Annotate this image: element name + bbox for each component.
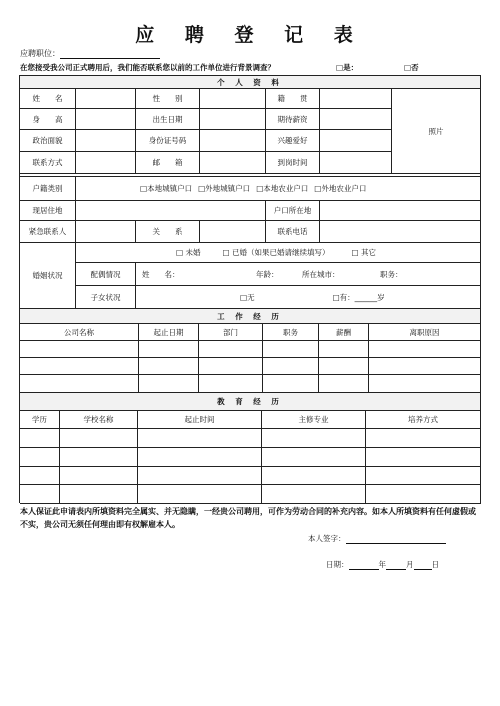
relation-label: 关 系 xyxy=(136,221,200,243)
edu-cell[interactable] xyxy=(138,429,262,448)
edu-cell[interactable] xyxy=(60,429,138,448)
edu-cell[interactable] xyxy=(20,467,60,485)
edu-cell[interactable] xyxy=(138,485,262,504)
hobbies-field[interactable] xyxy=(320,130,392,152)
native-place-label: 籍 贯 xyxy=(266,89,320,109)
edu-cell[interactable] xyxy=(262,467,366,485)
work-cell[interactable] xyxy=(319,375,369,393)
edu-cell[interactable] xyxy=(20,429,60,448)
hukou-type-options xyxy=(76,177,481,201)
edu-cell[interactable] xyxy=(366,467,481,485)
date-line xyxy=(326,559,439,570)
height-field[interactable] xyxy=(76,109,136,130)
expected-salary-label: 期待薪资 xyxy=(266,109,320,130)
work-col-dates: 起止日期 xyxy=(139,324,199,341)
edu-col-mode: 培养方式 xyxy=(366,411,481,429)
hukou-location-label: 户口所在地 xyxy=(266,201,320,221)
children-option-yes[interactable]: □有：______岁 xyxy=(332,292,385,302)
work-col-department: 部门 xyxy=(199,324,263,341)
edu-cell[interactable] xyxy=(262,485,366,504)
email-field[interactable] xyxy=(200,152,266,174)
personal-info-table xyxy=(19,75,481,308)
work-cell[interactable] xyxy=(139,341,199,358)
spouse-name-label: 姓 名： xyxy=(136,263,216,286)
edu-cell[interactable] xyxy=(138,448,262,467)
work-cell[interactable] xyxy=(319,341,369,358)
work-cell[interactable] xyxy=(139,358,199,375)
children-status-label: 子女状况 xyxy=(76,286,136,309)
marriage-status-label: 婚姻状况 xyxy=(20,243,76,309)
gender-label: 性 别 xyxy=(136,89,200,109)
children-options xyxy=(136,286,481,309)
spouse-job-label: 职务： xyxy=(376,263,481,286)
id-number-field[interactable] xyxy=(200,130,266,152)
native-place-field[interactable] xyxy=(320,89,392,109)
declaration-text: 本人保证此申请表内所填资料完全属实、并无隐瞒，一经贵公司聘用，可作为劳动合同的补充内容。如本人所填资料有任何虚假或不实，贵公司无须任何理由即有权解雇本人。 xyxy=(20,507,476,529)
hukou-option-nonlocal-rural[interactable]: □外地农业户口 xyxy=(314,184,367,193)
education-header: 教 育 经 历 xyxy=(20,393,481,411)
position-label: 应聘职位： xyxy=(20,49,60,58)
children-option-none[interactable]: □无 xyxy=(240,292,255,302)
edu-cell[interactable] xyxy=(60,448,138,467)
work-cell[interactable] xyxy=(319,358,369,375)
work-experience-table xyxy=(19,308,481,392)
spouse-age-label: 年龄： xyxy=(216,263,296,286)
birth-date-field[interactable] xyxy=(200,109,266,130)
start-date-label: 到岗时间 xyxy=(266,152,320,174)
work-cell[interactable] xyxy=(263,358,319,375)
consent-no-checkbox[interactable]: □否 xyxy=(404,63,419,72)
emergency-contact-label: 紧急联系人 xyxy=(20,221,76,243)
current-address-field[interactable] xyxy=(76,201,266,221)
current-address-label: 现居住地 xyxy=(20,201,76,221)
form-title: 应 聘 登 记 表 xyxy=(135,24,365,46)
work-col-company: 公司名称 xyxy=(20,324,139,341)
date-month-label: 月 xyxy=(406,560,414,569)
political-label: 政治面貌 xyxy=(20,130,76,152)
edu-cell[interactable] xyxy=(366,448,481,467)
edu-col-school: 学校名称 xyxy=(60,411,138,429)
background-check-consent xyxy=(20,62,480,73)
edu-cell[interactable] xyxy=(262,429,366,448)
work-cell[interactable] xyxy=(199,341,263,358)
education-table xyxy=(19,392,481,503)
date-day-line[interactable] xyxy=(414,560,432,570)
hukou-option-nonlocal-urban[interactable]: □外地城镇户口 xyxy=(198,184,251,193)
relation-field[interactable] xyxy=(200,221,266,243)
contact-label: 联系方式 xyxy=(20,152,76,174)
work-cell[interactable] xyxy=(369,358,481,375)
work-cell[interactable] xyxy=(20,358,139,375)
signature-label: 本人签字： xyxy=(308,534,346,543)
spouse-info-label: 配偶情况 xyxy=(76,263,136,286)
work-cell[interactable] xyxy=(139,375,199,393)
work-cell[interactable] xyxy=(20,375,139,393)
work-cell[interactable] xyxy=(199,375,263,393)
hukou-location-field[interactable] xyxy=(320,201,481,221)
start-date-field[interactable] xyxy=(320,152,392,174)
edu-cell[interactable] xyxy=(60,485,138,504)
marriage-option-married[interactable]: □ 已婚（如果已婚请继续填写） xyxy=(222,248,330,257)
edu-col-period: 起止时间 xyxy=(138,411,262,429)
signature-line xyxy=(308,533,446,544)
consent-question: 在您接受我公司正式聘用后，我们能否联系您以前的工作单位进行背景调查？ xyxy=(20,63,275,72)
work-col-position: 职务 xyxy=(263,324,319,341)
work-cell[interactable] xyxy=(369,375,481,393)
spouse-city-label: 所在城市： xyxy=(296,263,376,286)
date-day-label: 日 xyxy=(431,560,439,569)
edu-cell[interactable] xyxy=(20,448,60,467)
contact-phone-label: 联系电话 xyxy=(266,221,320,243)
work-cell[interactable] xyxy=(263,375,319,393)
consent-yes-checkbox[interactable]: □是： xyxy=(336,63,359,72)
date-month-line[interactable] xyxy=(386,560,406,570)
name-label: 姓 名 xyxy=(20,89,76,109)
id-number-label: 身份证号码 xyxy=(136,130,200,152)
marriage-option-unmarried[interactable]: □ 未婚 xyxy=(176,248,201,257)
edu-col-major: 主修专业 xyxy=(262,411,366,429)
hobbies-label: 兴趣爱好 xyxy=(266,130,320,152)
position-input-line[interactable] xyxy=(60,49,160,59)
marriage-options xyxy=(76,243,481,263)
edu-cell[interactable] xyxy=(262,448,366,467)
work-cell[interactable] xyxy=(20,341,139,358)
marriage-option-other[interactable]: □ 其它 xyxy=(351,248,376,257)
edu-cell[interactable] xyxy=(366,429,481,448)
edu-col-degree: 学历 xyxy=(20,411,60,429)
hukou-option-local-rural[interactable]: □本地农业户口 xyxy=(256,184,309,193)
photo-box[interactable]: 照片 xyxy=(392,89,481,174)
edu-cell[interactable] xyxy=(60,467,138,485)
signature-input-line[interactable] xyxy=(346,534,446,544)
expected-salary-field[interactable] xyxy=(320,109,392,130)
hukou-type-label: 户籍类别 xyxy=(20,177,76,201)
work-experience-header: 工 作 经 历 xyxy=(20,309,481,324)
edu-cell[interactable] xyxy=(20,485,60,504)
contact-phone-field[interactable] xyxy=(320,221,481,243)
edu-cell[interactable] xyxy=(366,485,481,504)
birth-date-label: 出生日期 xyxy=(136,109,200,130)
emergency-contact-field[interactable] xyxy=(76,221,136,243)
position-line xyxy=(20,48,160,59)
work-col-salary: 薪酬 xyxy=(319,324,369,341)
gender-field[interactable] xyxy=(200,89,266,109)
date-year-label: 年 xyxy=(378,560,386,569)
date-year-line[interactable] xyxy=(349,560,379,570)
work-cell[interactable] xyxy=(199,358,263,375)
personal-info-header: 个 人 资 料 xyxy=(20,76,481,89)
edu-cell[interactable] xyxy=(138,467,262,485)
hukou-option-local-urban[interactable]: □本地城镇户口 xyxy=(140,184,193,193)
contact-field[interactable] xyxy=(76,152,136,174)
work-col-leave-reason: 离职原因 xyxy=(369,324,481,341)
political-field[interactable] xyxy=(76,130,136,152)
work-cell[interactable] xyxy=(263,341,319,358)
work-cell[interactable] xyxy=(369,341,481,358)
height-label: 身 高 xyxy=(20,109,76,130)
date-label: 日期： xyxy=(326,560,349,569)
email-label: 邮 箱 xyxy=(136,152,200,174)
name-field[interactable] xyxy=(76,89,136,109)
